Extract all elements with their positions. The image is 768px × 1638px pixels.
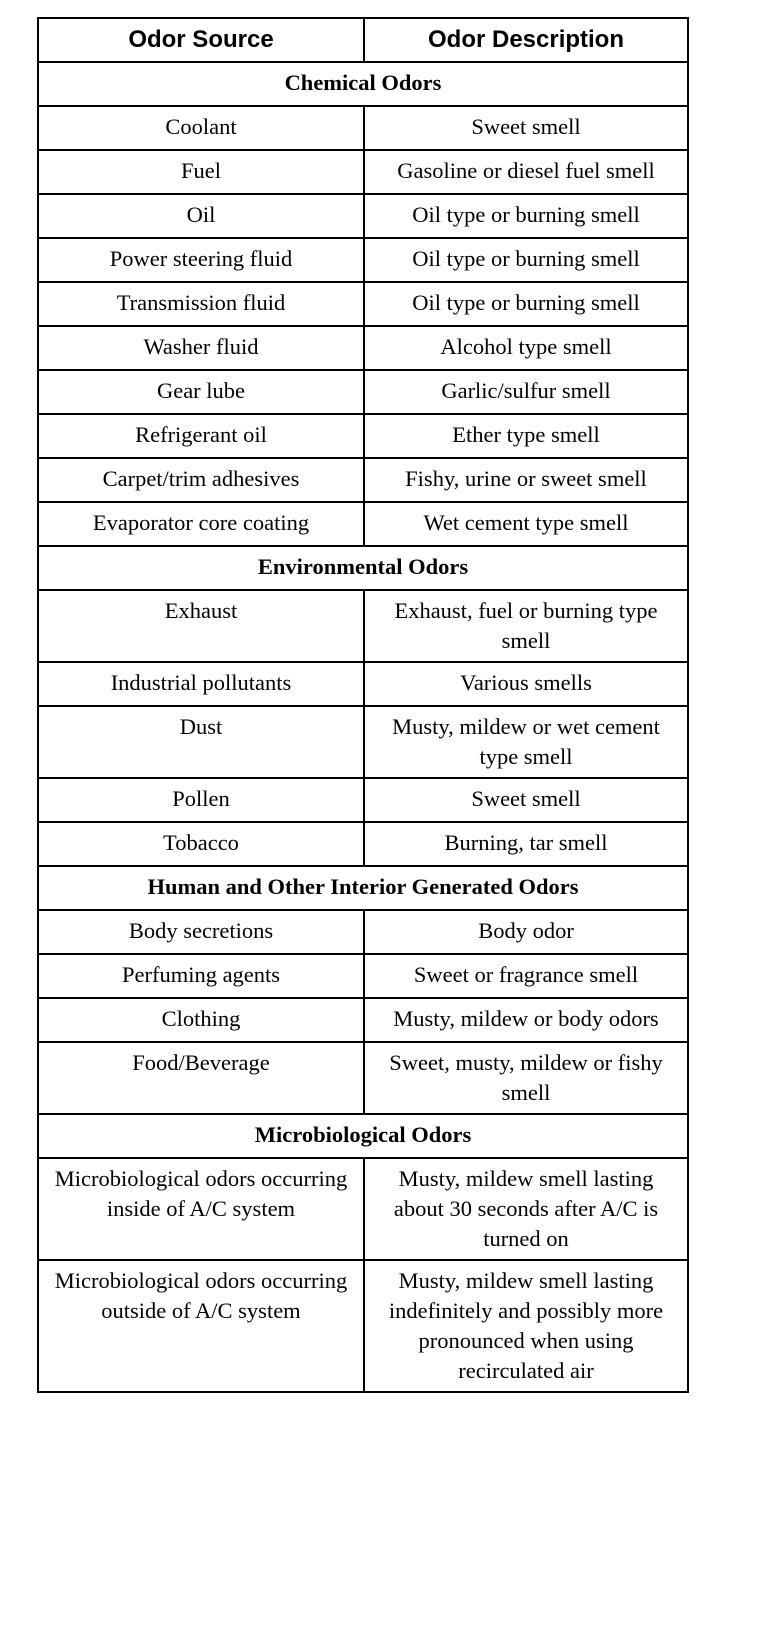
odor-description-cell: Exhaust, fuel or burning type smell bbox=[364, 590, 688, 662]
table-row bbox=[38, 458, 688, 502]
odor-source-cell: Transmission fluid bbox=[38, 282, 364, 326]
odor-source-cell: Tobacco bbox=[38, 822, 364, 866]
odor-description-cell: Sweet smell bbox=[364, 106, 688, 150]
odor-description-cell: Garlic/sulfur smell bbox=[364, 370, 688, 414]
odor-source-cell: Body secretions bbox=[38, 910, 364, 954]
table-row bbox=[38, 706, 688, 778]
table-row bbox=[38, 1260, 688, 1392]
table-body bbox=[38, 62, 688, 1392]
header-row bbox=[38, 18, 688, 62]
table-header bbox=[38, 18, 688, 62]
odor-source-cell: Refrigerant oil bbox=[38, 414, 364, 458]
table-row bbox=[38, 662, 688, 706]
odor-description-cell: Fishy, urine or sweet smell bbox=[364, 458, 688, 502]
odor-source-cell: Industrial pollutants bbox=[38, 662, 364, 706]
table-row bbox=[38, 998, 688, 1042]
odor-description-cell: Musty, mildew or body odors bbox=[364, 998, 688, 1042]
odor-description-cell: Oil type or burning smell bbox=[364, 282, 688, 326]
odor-description-cell: Sweet or fragrance smell bbox=[364, 954, 688, 998]
section-row bbox=[38, 62, 688, 106]
table-row bbox=[38, 778, 688, 822]
odor-description-cell: Musty, mildew or wet cement type smell bbox=[364, 706, 688, 778]
table-row bbox=[38, 238, 688, 282]
odor-source-cell: Carpet/trim adhesives bbox=[38, 458, 364, 502]
odor-source-cell: Oil bbox=[38, 194, 364, 238]
odor-source-cell: Food/Beverage bbox=[38, 1042, 364, 1114]
header-odor-description: Odor Description bbox=[364, 18, 688, 62]
section-title: Human and Other Interior Generated Odors bbox=[38, 866, 688, 910]
section-title: Microbiological Odors bbox=[38, 1114, 688, 1158]
odor-description-cell: Sweet, musty, mildew or fishy smell bbox=[364, 1042, 688, 1114]
odor-source-cell: Fuel bbox=[38, 150, 364, 194]
odor-description-cell: Body odor bbox=[364, 910, 688, 954]
table-row bbox=[38, 370, 688, 414]
table-row bbox=[38, 1042, 688, 1114]
odor-source-cell: Exhaust bbox=[38, 590, 364, 662]
table-row bbox=[38, 822, 688, 866]
section-row bbox=[38, 546, 688, 590]
odor-description-cell: Ether type smell bbox=[364, 414, 688, 458]
odor-source-cell: Microbiological odors occurring inside of A/C system bbox=[38, 1158, 364, 1260]
odor-description-cell: Gasoline or diesel fuel smell bbox=[364, 150, 688, 194]
odor-description-cell: Oil type or burning smell bbox=[364, 194, 688, 238]
section-row bbox=[38, 1114, 688, 1158]
odor-source-cell: Perfuming agents bbox=[38, 954, 364, 998]
odor-description-cell: Musty, mildew smell lasting indefinitely and possibly more pronounced when using recirculated air bbox=[364, 1260, 688, 1392]
table-row bbox=[38, 1158, 688, 1260]
odor-source-cell: Pollen bbox=[38, 778, 364, 822]
odor-source-cell: Dust bbox=[38, 706, 364, 778]
odor-source-cell: Power steering fluid bbox=[38, 238, 364, 282]
table-row bbox=[38, 910, 688, 954]
odor-description-cell: Sweet smell bbox=[364, 778, 688, 822]
odor-description-cell: Various smells bbox=[364, 662, 688, 706]
section-row bbox=[38, 866, 688, 910]
odor-source-cell: Evaporator core coating bbox=[38, 502, 364, 546]
table-row bbox=[38, 502, 688, 546]
table-row bbox=[38, 282, 688, 326]
odor-description-cell: Musty, mildew smell lasting about 30 seconds after A/C is turned on bbox=[364, 1158, 688, 1260]
odor-source-cell: Clothing bbox=[38, 998, 364, 1042]
odor-description-cell: Wet cement type smell bbox=[364, 502, 688, 546]
section-title: Chemical Odors bbox=[38, 62, 688, 106]
odor-description-cell: Burning, tar smell bbox=[364, 822, 688, 866]
table-row bbox=[38, 194, 688, 238]
odor-source-cell: Washer fluid bbox=[38, 326, 364, 370]
odor-description-cell: Oil type or burning smell bbox=[364, 238, 688, 282]
odor-source-cell: Microbiological odors occurring outside of A/C system bbox=[38, 1260, 364, 1392]
odor-table bbox=[37, 17, 689, 1393]
section-title: Environmental Odors bbox=[38, 546, 688, 590]
table-row bbox=[38, 414, 688, 458]
header-odor-source: Odor Source bbox=[38, 18, 364, 62]
table-row bbox=[38, 106, 688, 150]
table-row bbox=[38, 954, 688, 998]
table-row bbox=[38, 150, 688, 194]
odor-source-cell: Gear lube bbox=[38, 370, 364, 414]
odor-source-cell: Coolant bbox=[38, 106, 364, 150]
table-row bbox=[38, 326, 688, 370]
odor-description-cell: Alcohol type smell bbox=[364, 326, 688, 370]
table-row bbox=[38, 590, 688, 662]
